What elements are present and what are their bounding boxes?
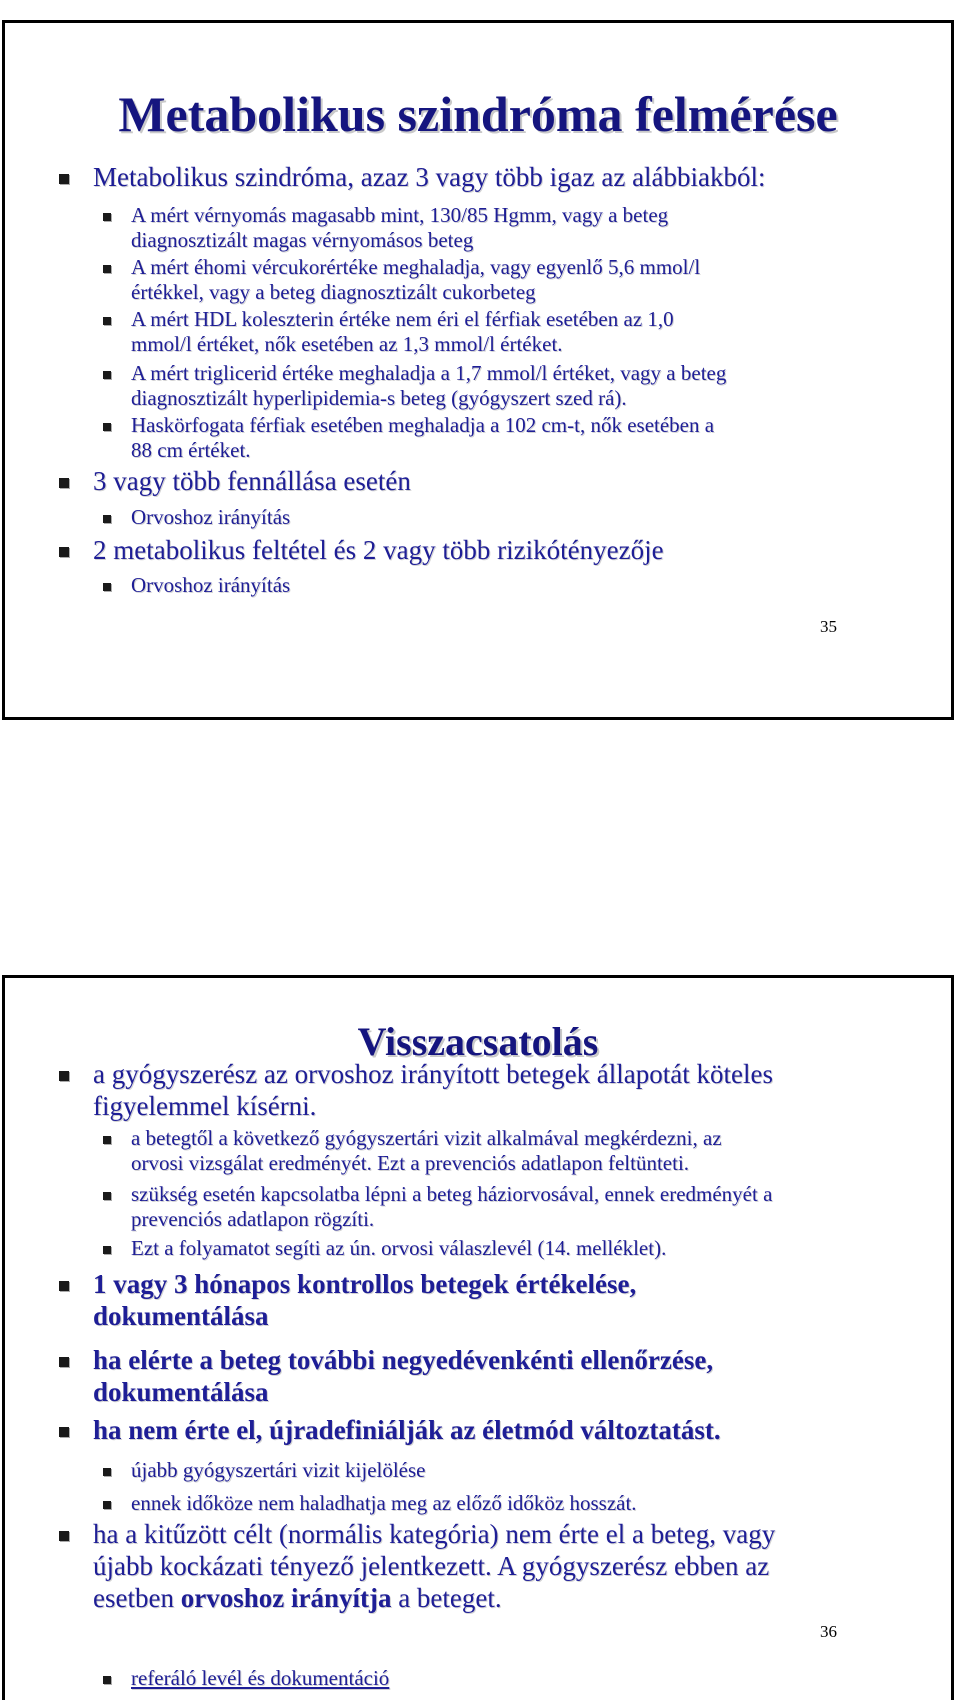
bullet-icon bbox=[103, 1246, 111, 1254]
bullet-icon bbox=[103, 1192, 111, 1200]
bullet-icon bbox=[103, 213, 111, 221]
bullet-icon bbox=[59, 1357, 69, 1367]
bullet-icon bbox=[103, 1136, 111, 1144]
main-bullet: Metabolikus szindróma, azaz 3 vagy több igaz az alábbiakból: bbox=[93, 161, 766, 193]
criterion-triglyceride: A mért triglicerid értéke meghaladja a 1,7 mmol/l értéket, vagy a beteg diagnosztizált hyperlipidemia-s beteg (gyógyszert szed rá). bbox=[131, 361, 726, 411]
bold-item-not-reached: ha nem érte el, újradefiniálják az életmód változtatást. bbox=[93, 1414, 721, 1446]
page-number: 36 bbox=[820, 1622, 837, 1641]
rule-three-or-more: 3 vagy több fennállása esetén bbox=[93, 465, 411, 497]
criterion-hdl: A mért HDL koleszterin értéke nem éri el férfiak esetében az 1,0 mmol/l értéket, nők esetében az 1,3 mmol/l értéket. bbox=[131, 307, 674, 357]
referral-link-item bbox=[131, 1666, 389, 1691]
rule-two-action: Orvoshoz irányítás bbox=[131, 573, 290, 598]
bullet-icon bbox=[59, 478, 69, 488]
rule-three-action: Orvoshoz irányítás bbox=[131, 505, 290, 530]
rule-two-plus-risk: 2 metabolikus feltétel és 2 vagy több rizikótényezője bbox=[93, 534, 664, 566]
not-reached-visit: újabb gyógyszertári vizit kijelölése bbox=[131, 1458, 426, 1483]
bullet-icon bbox=[59, 1531, 69, 1541]
bullet-icon bbox=[103, 1468, 111, 1476]
criterion-waist: Haskörfogata férfiak esetében meghaladja a 102 cm-t, nők esetében a 88 cm értéket. bbox=[131, 413, 714, 463]
slide-title: Visszacsatolás bbox=[357, 1019, 599, 1064]
intro-bullet: a gyógyszerész az orvoshoz irányított betegek állapotát köteles figyelemmel kísérni. bbox=[93, 1058, 923, 1122]
sub-item-reply-letter: Ezt a folyamatot segíti az ún. orvosi válaszlevél (14. melléklet). bbox=[131, 1236, 666, 1261]
slide-35 bbox=[2, 20, 954, 720]
referral-link[interactable]: referáló levél és dokumentáció bbox=[131, 1666, 390, 1690]
bold-item-evaluation: 1 vagy 3 hónapos kontrollos betegek értékelése, dokumentálása bbox=[93, 1268, 636, 1332]
page-number: 35 bbox=[820, 617, 837, 636]
slide-36 bbox=[2, 975, 954, 1700]
bullet-icon bbox=[103, 371, 111, 379]
not-reached-interval: ennek időköze nem haladhatja meg az előző időköz hosszát. bbox=[131, 1491, 637, 1516]
criterion-blood-pressure: A mért vérnyomás magasabb mint, 130/85 Hgmm, vagy a beteg diagnosztizált magas vérnyomásos beteg bbox=[131, 203, 668, 253]
final-bullet: ha a kitűzött célt (normális kategória) nem érte el a beteg, vagy újabb kockázati tényező jelentkezett. A gyógyszerész ebben az esetben orvoshoz irányítja a beteget. bbox=[93, 1518, 933, 1614]
final-line3: esetben orvoshoz irányítja a beteget. bbox=[93, 1583, 502, 1613]
bullet-icon bbox=[59, 547, 69, 557]
bold-item-reached: ha elérte a beteg további negyedévenkénti ellenőrzése, dokumentálása bbox=[93, 1344, 713, 1408]
bullet-icon bbox=[103, 317, 111, 325]
bullet-icon bbox=[103, 515, 111, 523]
bullet-icon bbox=[103, 265, 111, 273]
bullet-icon bbox=[103, 1676, 111, 1684]
bullet-icon bbox=[59, 1281, 69, 1291]
bullet-icon bbox=[103, 423, 111, 431]
bullet-icon bbox=[59, 174, 69, 184]
bullet-icon bbox=[103, 1501, 111, 1509]
bullet-icon bbox=[59, 1427, 69, 1437]
sub-item-ask: a betegtől a következő gyógyszertári vizit alkalmával megkérdezni, az orvosi vizsgálat eredményét. Ezt a prevenciós adatlapon feltünteti. bbox=[131, 1126, 722, 1176]
criterion-glucose: A mért éhomi vércukorértéke meghaladja, vagy egyenlő 5,6 mmol/l értékkel, vagy a beteg diagnosztizált cukorbeteg bbox=[131, 255, 700, 305]
bullet-icon bbox=[59, 1071, 69, 1081]
sub-item-contact-gp: szükség esetén kapcsolatba lépni a beteg háziorvosával, ennek eredményét a prevenciós adatlapon rögzíti. bbox=[131, 1182, 772, 1232]
bullet-icon bbox=[103, 583, 111, 591]
slide-title: Metabolikus szindróma felmérése bbox=[118, 86, 838, 142]
